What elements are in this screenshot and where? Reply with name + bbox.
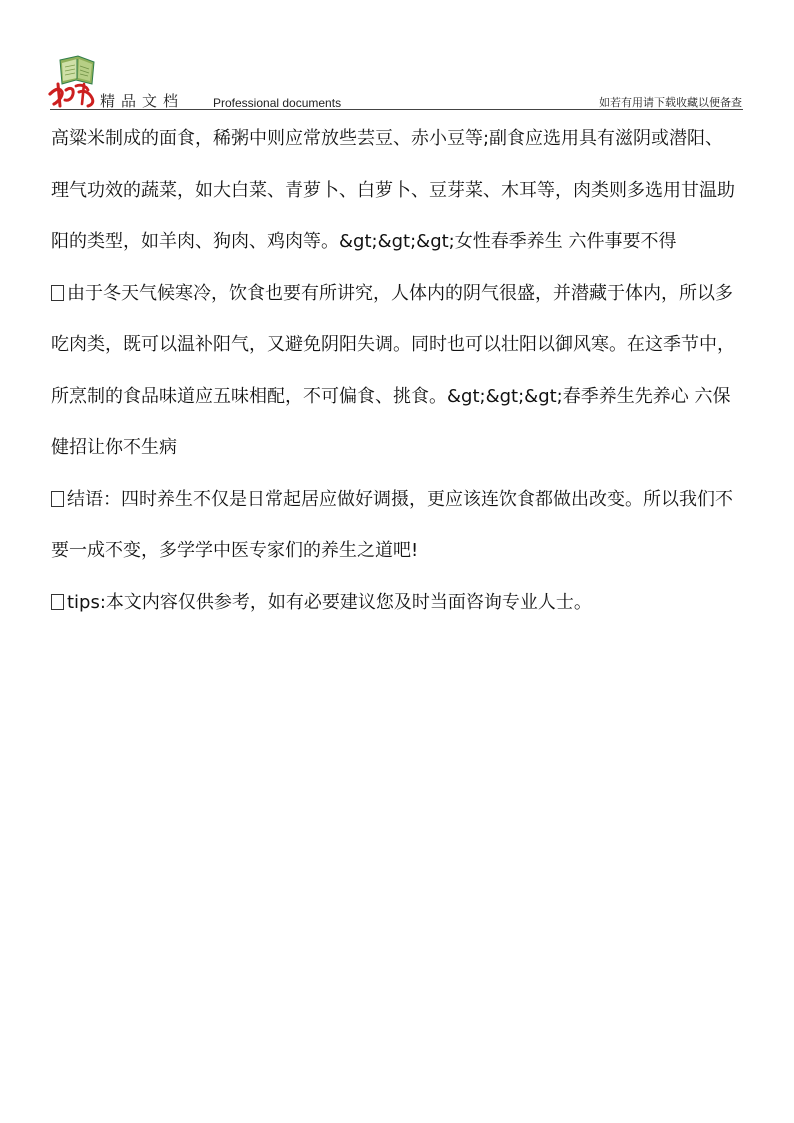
missing-glyph-box-icon: [51, 491, 64, 507]
brand-title: 精品文档: [100, 92, 185, 110]
page-header: [0, 0, 794, 112]
header-divider: [50, 109, 743, 110]
brand-subtitle: Professional documents: [213, 96, 342, 110]
text-line: 健招让你不生病: [51, 437, 177, 458]
knowledge-book-logo-icon: [48, 54, 100, 108]
download-note: 如若有用请下载收藏以便备查: [599, 96, 742, 109]
paragraph-line-with-bullet: [51, 483, 763, 535]
text-line: 结语：四时养生不仅是日常起居应做好调摄，更应该连饮食都做出改变。所以我们不: [67, 488, 733, 510]
paragraph-line-with-bullet: [51, 586, 763, 638]
text-line: 理气功效的蔬菜，如大白菜、青萝卜、白萝卜、豆芽菜、木耳等，肉类则多选用甘温助: [51, 179, 735, 201]
text-line: 高粱米制成的面食，稀粥中则应常放些芸豆、赤小豆等;副食应选用具有滋阴或潜阳、: [51, 128, 724, 149]
text-line: 所烹制的食品味道应五味相配，不可偏食、挑食。&gt;&gt;&gt;春季养生先养心 六保: [51, 385, 731, 407]
text-line: 吃肉类，既可以温补阳气，又避免阴阳失调。同时也可以壮阳以御风寒。在这季节中，: [51, 334, 735, 355]
document-body: [51, 122, 763, 637]
text-line: tips:本文内容仅供参考，如有必要建议您及时当面咨询专业人士。: [67, 591, 592, 613]
missing-glyph-box-icon: [51, 285, 64, 301]
paragraph-line-with-bullet: [51, 277, 763, 329]
text-line: 要一成不变，多学学中医专家们的养生之道吧!: [51, 540, 419, 561]
missing-glyph-box-icon: [51, 594, 64, 610]
text-line: 由于冬天气候寒冷，饮食也要有所讲究，人体内的阴气很盛，并潜藏于体内，所以多: [67, 282, 733, 304]
text-line: 阳的类型，如羊肉、狗肉、鸡肉等。&gt;&gt;&gt;女性春季养生 六件事要不得: [51, 231, 677, 252]
